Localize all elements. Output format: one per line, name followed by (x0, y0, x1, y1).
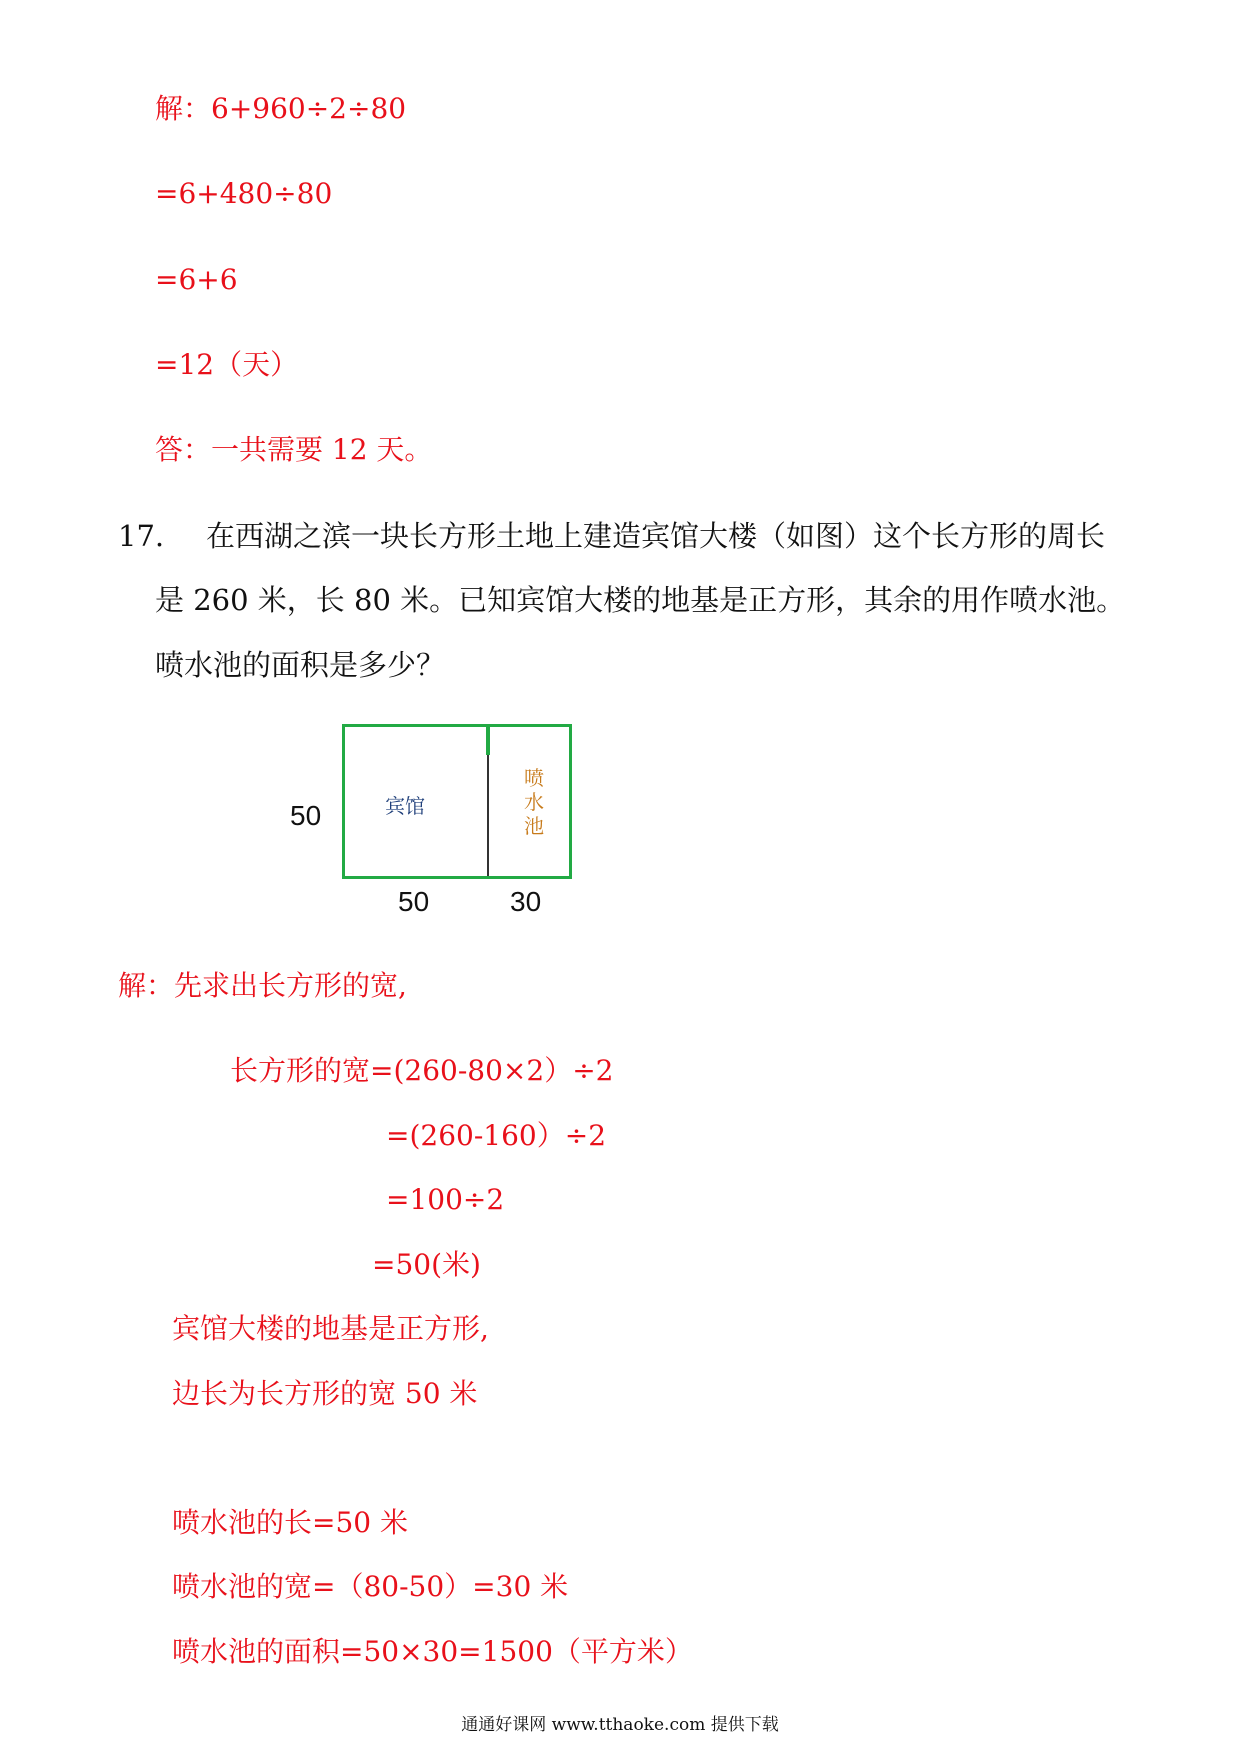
hotel-label: 宾馆 (385, 794, 425, 818)
solution17-pool-width: 喷水池的宽=（80-50）=30 米 (172, 1570, 569, 1603)
pool-label-2: 水 (524, 790, 544, 814)
solution17-pool-length: 喷水池的长=50 米 (172, 1506, 408, 1539)
solution17-intro: 解：先求出长方形的宽, (118, 969, 407, 1002)
solution17-step2: =(260-160）÷2 (386, 1119, 607, 1152)
question17-line2: 是 260 米，长 80 米。已知宾馆大楼的地基是正方形，其余的用作喷水池。 (155, 583, 1126, 617)
question17-number: 17. (118, 519, 165, 553)
solution17-step4: =50(米) (372, 1248, 481, 1281)
footer-text: 通通好课网 www.tthaoke.com 提供下载 (461, 1715, 779, 1735)
solution16-line1: 解：6+960÷2÷80 (155, 92, 407, 125)
side-height-label: 50 (290, 800, 322, 831)
pool-label-3: 池 (524, 814, 544, 838)
solution16-line3: =6+6 (155, 263, 238, 296)
divider-tick (486, 727, 490, 755)
question17-line3: 喷水池的面积是多少？ (155, 648, 446, 682)
solution17-note1: 宾馆大楼的地基是正方形, (172, 1312, 489, 1345)
question17-line1: 在西湖之滨一块长方形土地上建造宾馆大楼（如图）这个长方形的周长 (206, 519, 1106, 553)
solution17-pool-area: 喷水池的面积=50×30=1500（平方米） (172, 1635, 693, 1668)
solution17-step1: 长方形的宽=(260-80×2）÷2 (230, 1054, 614, 1087)
solution16-answer: 答：一共需要 12 天。 (155, 433, 433, 466)
solution17-note2: 边长为长方形的宽 50 米 (172, 1377, 478, 1410)
solution17-step3: =100÷2 (386, 1183, 505, 1216)
solution16-line4: =12（天） (155, 348, 299, 381)
solution16-line2: =6+480÷80 (155, 177, 333, 210)
bottom-right-label: 30 (510, 886, 542, 917)
bottom-left-label: 50 (398, 886, 430, 917)
pool-label-1: 喷 (524, 766, 544, 790)
